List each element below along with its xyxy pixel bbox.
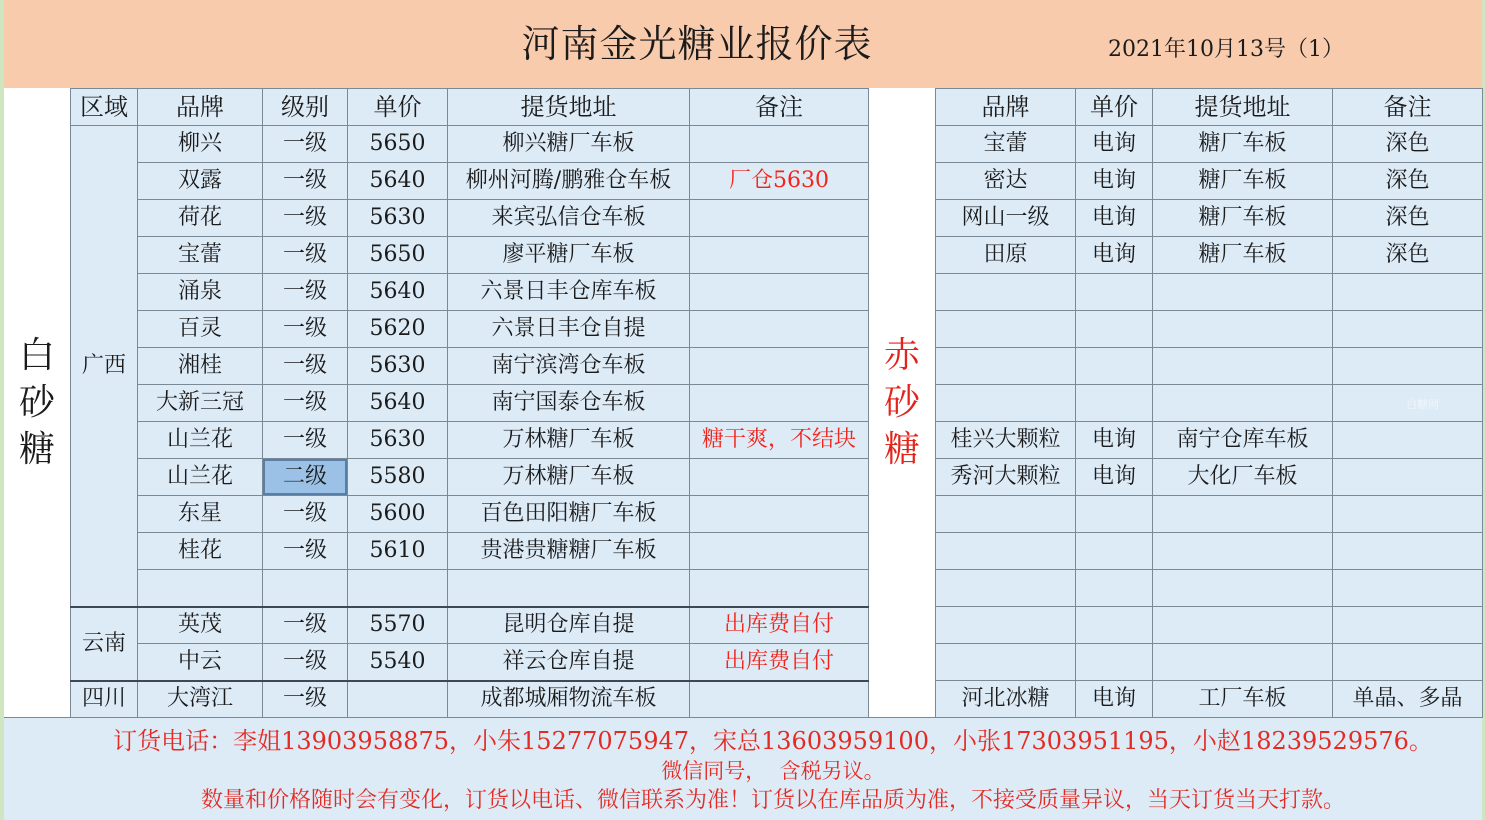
note-cell[interactable] (690, 126, 869, 163)
table-row-empty (71, 570, 869, 607)
region-cell-guangxi[interactable]: 广西 (71, 126, 138, 607)
table-row (71, 126, 869, 163)
brown-header-price[interactable]: 单价 (1076, 89, 1153, 126)
grade-cell[interactable]: 一级 (263, 348, 348, 385)
price-cell[interactable]: 5600 (348, 496, 448, 533)
brown-price-cell[interactable] (1076, 570, 1153, 607)
grade-cell[interactable]: 一级 (263, 422, 348, 459)
brown-price-cell[interactable]: 电询 (1076, 459, 1153, 496)
brown-price-cell[interactable]: 电询 (1076, 200, 1153, 237)
region-cell-sichuan[interactable]: 四川 (71, 681, 138, 718)
address-cell[interactable]: 万林糖厂车板 (448, 422, 690, 459)
brown-price-cell[interactable] (1076, 533, 1153, 570)
address-cell[interactable]: 柳州河腾/鹏雅仓车板 (448, 163, 690, 200)
brand-cell[interactable]: 百灵 (138, 311, 263, 348)
brown-price-cell[interactable] (1076, 311, 1153, 348)
brown-sugar-label-cell[interactable] (869, 88, 935, 717)
brown-table-row (936, 274, 1483, 311)
address-cell[interactable]: 南宁国泰仓车板 (448, 385, 690, 422)
brown-table-row (936, 644, 1483, 681)
address-cell[interactable]: 来宾弘信仓车板 (448, 200, 690, 237)
brown-note-cell[interactable] (1333, 274, 1483, 311)
order-contacts: 订货电话：李姐13903958875，小朱15277075947，宋总13603959100，小张17303951195，小赵18239529576。 (113, 727, 1433, 755)
table-row (71, 274, 869, 311)
page-title: 河南金光糖业报价表 (521, 22, 873, 66)
brand-cell[interactable]: 英茂 (138, 607, 263, 644)
note-cell[interactable] (690, 385, 869, 422)
header-note[interactable]: 备注 (690, 89, 869, 126)
note-cell[interactable] (690, 681, 869, 718)
note-cell[interactable] (690, 533, 869, 570)
grade-cell[interactable]: 一级 (263, 496, 348, 533)
brown-price-cell[interactable] (1076, 496, 1153, 533)
brown-table-row (936, 422, 1483, 459)
address-cell[interactable]: 万林糖厂车板 (448, 459, 690, 496)
brown-note-cell[interactable] (1333, 348, 1483, 385)
brown-price-cell[interactable]: 电询 (1076, 681, 1153, 718)
title-cell[interactable] (4, 0, 1482, 89)
brown-brand-cell[interactable]: 秀河大颗粒 (936, 459, 1076, 496)
brand-cell[interactable]: 中云 (138, 644, 263, 681)
price-cell[interactable]: 5630 (348, 422, 448, 459)
brown-address-cell[interactable]: 糖厂车板 (1153, 200, 1333, 237)
grade-cell[interactable]: 一级 (263, 126, 348, 163)
brown-price-cell[interactable] (1076, 644, 1153, 681)
brown-address-cell[interactable] (1153, 274, 1333, 311)
brown-address-cell[interactable]: 南宁仓库车板 (1153, 422, 1333, 459)
brown-table-row (936, 237, 1483, 274)
brand-cell[interactable]: 大新三冠 (138, 385, 263, 422)
brown-address-cell[interactable] (1153, 385, 1333, 422)
brown-brand-cell[interactable] (936, 533, 1076, 570)
brown-brand-cell[interactable]: 河北冰糖 (936, 681, 1076, 718)
brown-note-cell[interactable]: 深色 (1333, 237, 1483, 274)
address-cell[interactable]: 廖平糖厂车板 (448, 237, 690, 274)
table-row (71, 385, 869, 422)
grade-cell[interactable]: 一级 (263, 274, 348, 311)
brown-address-cell[interactable] (1153, 570, 1333, 607)
grade-cell[interactable]: 一级 (263, 163, 348, 200)
brown-price-cell[interactable]: 电询 (1076, 422, 1153, 459)
address-cell[interactable]: 六景日丰仓库车板 (448, 274, 690, 311)
brown-price-cell[interactable]: 电询 (1076, 163, 1153, 200)
note-cell[interactable] (690, 570, 869, 607)
grade-cell[interactable]: 一级 (263, 533, 348, 570)
brown-header-note[interactable]: 备注 (1333, 89, 1483, 126)
brand-cell[interactable] (138, 570, 263, 607)
brand-cell[interactable]: 荷花 (138, 200, 263, 237)
address-cell[interactable]: 昆明仓库自提 (448, 607, 690, 644)
table-row (71, 533, 869, 570)
grade-cell[interactable]: 一级 (263, 644, 348, 681)
brown-note-cell[interactable] (1333, 570, 1483, 607)
grade-cell[interactable]: 一级 (263, 200, 348, 237)
brown-table-row (936, 496, 1483, 533)
price-cell[interactable]: 5640 (348, 163, 448, 200)
brown-brand-cell[interactable]: 密达 (936, 163, 1076, 200)
brown-address-cell[interactable] (1153, 311, 1333, 348)
brown-address-cell[interactable] (1153, 607, 1333, 644)
grade-cell[interactable]: 一级 (263, 237, 348, 274)
brand-cell[interactable]: 东星 (138, 496, 263, 533)
brown-note-cell[interactable] (1333, 459, 1483, 496)
brown-brand-cell[interactable]: 田原 (936, 237, 1076, 274)
brown-note-cell[interactable]: 深色 (1333, 200, 1483, 237)
brown-price-cell[interactable]: 电询 (1076, 237, 1153, 274)
brown-note-cell[interactable] (1333, 311, 1483, 348)
table-row (71, 459, 869, 496)
brown-table-row (936, 533, 1483, 570)
brown-address-cell[interactable]: 糖厂车板 (1153, 126, 1333, 163)
price-cell[interactable]: 5610 (348, 533, 448, 570)
price-cell[interactable]: 5570 (348, 607, 448, 644)
brown-brand-cell[interactable] (936, 311, 1076, 348)
brown-price-cell[interactable] (1076, 274, 1153, 311)
price-cell[interactable]: 5540 (348, 644, 448, 681)
brown-note-cell[interactable] (1333, 496, 1483, 533)
price-cell[interactable] (348, 570, 448, 607)
address-cell[interactable]: 贵港贵糖糖厂车板 (448, 533, 690, 570)
brown-sugar-label: 赤砂糖 (883, 335, 920, 470)
brown-table-row (936, 126, 1483, 163)
header-brand[interactable]: 品牌 (138, 89, 263, 126)
brand-cell[interactable]: 桂花 (138, 533, 263, 570)
brand-cell[interactable]: 山兰花 (138, 422, 263, 459)
brown-address-cell[interactable]: 大化厂车板 (1153, 459, 1333, 496)
address-cell[interactable]: 柳兴糖厂车板 (448, 126, 690, 163)
grade-cell[interactable] (263, 570, 348, 607)
price-cell[interactable]: 5650 (348, 237, 448, 274)
brown-price-cell[interactable] (1076, 607, 1153, 644)
table-row (71, 163, 869, 200)
brown-address-cell[interactable]: 糖厂车板 (1153, 237, 1333, 274)
note-cell[interactable]: 厂仓5630 (690, 163, 869, 200)
note-cell[interactable] (690, 274, 869, 311)
grade-cell[interactable]: 一级 (263, 607, 348, 644)
address-cell[interactable] (448, 570, 690, 607)
table-row (71, 348, 869, 385)
brand-cell[interactable]: 大湾江 (138, 681, 263, 718)
white-sugar-label-cell[interactable] (4, 88, 70, 717)
note-cell[interactable] (690, 237, 869, 274)
brown-table-row (936, 607, 1483, 644)
brown-brand-cell[interactable]: 桂兴大颗粒 (936, 422, 1076, 459)
note-cell[interactable] (690, 200, 869, 237)
grade-cell[interactable]: 一级 (263, 681, 348, 718)
header-grade[interactable]: 级别 (263, 89, 348, 126)
brand-cell[interactable]: 宝蕾 (138, 237, 263, 274)
brown-table-row (936, 348, 1483, 385)
address-cell[interactable]: 六景日丰仓自提 (448, 311, 690, 348)
brown-address-cell[interactable]: 糖厂车板 (1153, 163, 1333, 200)
brown-brand-cell[interactable]: 网山一级 (936, 200, 1076, 237)
table-row (71, 607, 869, 644)
white-header-row (71, 89, 869, 126)
quote-date: 2021年10月13号（1） (1108, 37, 1344, 62)
note-cell[interactable]: 糖干爽，不结块 (690, 422, 869, 459)
note-cell[interactable] (690, 496, 869, 533)
brown-brand-cell[interactable]: 宝蕾 (936, 126, 1076, 163)
note-cell[interactable]: 出库费自付 (690, 607, 869, 644)
address-cell[interactable]: 百色田阳糖厂车板 (448, 496, 690, 533)
watermark: 白糖网 (1406, 398, 1439, 411)
table-row (71, 496, 869, 533)
brown-address-cell[interactable] (1153, 496, 1333, 533)
brown-brand-cell[interactable] (936, 274, 1076, 311)
brown-address-cell[interactable] (1153, 533, 1333, 570)
brown-price-cell[interactable] (1076, 385, 1153, 422)
brown-table-row (936, 200, 1483, 237)
price-cell[interactable]: 5630 (348, 348, 448, 385)
price-cell[interactable]: 5640 (348, 385, 448, 422)
brown-note-cell[interactable]: 深色 (1333, 126, 1483, 163)
address-cell[interactable]: 祥云仓库自提 (448, 644, 690, 681)
brown-header-row (936, 89, 1483, 126)
brown-note-cell[interactable] (1333, 422, 1483, 459)
brand-cell[interactable]: 湘桂 (138, 348, 263, 385)
brown-address-cell[interactable] (1153, 348, 1333, 385)
brown-header-address[interactable]: 提货地址 (1153, 89, 1333, 126)
table-row (71, 681, 869, 718)
table-row (71, 422, 869, 459)
brown-brand-cell[interactable] (936, 385, 1076, 422)
price-cell[interactable]: 5620 (348, 311, 448, 348)
brown-table-row (936, 385, 1483, 422)
note-cell[interactable] (690, 311, 869, 348)
header-address[interactable]: 提货地址 (448, 89, 690, 126)
wechat-note: 微信同号， 含税另议。 (661, 759, 885, 783)
price-cell[interactable]: 5650 (348, 126, 448, 163)
table-row (71, 237, 869, 274)
region-cell-yunnan[interactable]: 云南 (71, 607, 138, 681)
brown-header-brand[interactable]: 品牌 (936, 89, 1076, 126)
brown-price-cell[interactable]: 电询 (1076, 126, 1153, 163)
table-row (71, 644, 869, 681)
brown-table-row (936, 163, 1483, 200)
brown-note-cell[interactable] (1333, 644, 1483, 681)
brand-cell[interactable]: 双露 (138, 163, 263, 200)
brown-address-cell[interactable] (1153, 644, 1333, 681)
table-row (71, 311, 869, 348)
note-cell[interactable] (690, 348, 869, 385)
brown-price-cell[interactable] (1076, 348, 1153, 385)
brown-table-row (936, 681, 1483, 718)
white-sugar-table (70, 88, 869, 718)
brown-address-cell[interactable]: 工厂车板 (1153, 681, 1333, 718)
brown-brand-cell[interactable] (936, 496, 1076, 533)
brown-note-cell[interactable] (1333, 607, 1483, 644)
header-price[interactable]: 单价 (348, 89, 448, 126)
price-cell[interactable] (348, 681, 448, 718)
note-cell[interactable]: 出库费自付 (690, 644, 869, 681)
grade-cell[interactable]: 一级 (263, 385, 348, 422)
table-row (71, 200, 869, 237)
brown-brand-cell[interactable] (936, 570, 1076, 607)
header-region[interactable]: 区域 (71, 89, 138, 126)
address-cell[interactable]: 成都城厢物流车板 (448, 681, 690, 718)
brown-table-row (936, 459, 1483, 496)
brown-sugar-table (935, 88, 1483, 718)
brown-note-cell[interactable]: 单晶、多晶 (1333, 681, 1483, 718)
footer-cell[interactable] (4, 717, 1482, 820)
grade-cell-selected[interactable]: 二级 (263, 459, 348, 496)
brown-brand-cell[interactable] (936, 348, 1076, 385)
price-cell[interactable]: 5640 (348, 274, 448, 311)
disclaimer: 数量和价格随时会有变化，订货以电话、微信联系为准！订货以在库品质为准，不接受质量异议，当天订货当天打款。 (200, 788, 1345, 813)
note-cell[interactable] (690, 459, 869, 496)
brand-cell[interactable]: 山兰花 (138, 459, 263, 496)
brand-cell[interactable]: 柳兴 (138, 126, 263, 163)
brand-cell[interactable]: 涌泉 (138, 274, 263, 311)
brown-note-cell[interactable] (1333, 533, 1483, 570)
brown-table-row (936, 570, 1483, 607)
address-cell[interactable]: 南宁滨湾仓车板 (448, 348, 690, 385)
grade-cell[interactable]: 一级 (263, 311, 348, 348)
white-sugar-label: 白砂糖 (18, 335, 55, 470)
price-cell[interactable]: 5580 (348, 459, 448, 496)
brown-table-row (936, 311, 1483, 348)
brown-brand-cell[interactable] (936, 607, 1076, 644)
brown-note-cell[interactable]: 深色 (1333, 163, 1483, 200)
brown-brand-cell[interactable] (936, 644, 1076, 681)
price-cell[interactable]: 5630 (348, 200, 448, 237)
